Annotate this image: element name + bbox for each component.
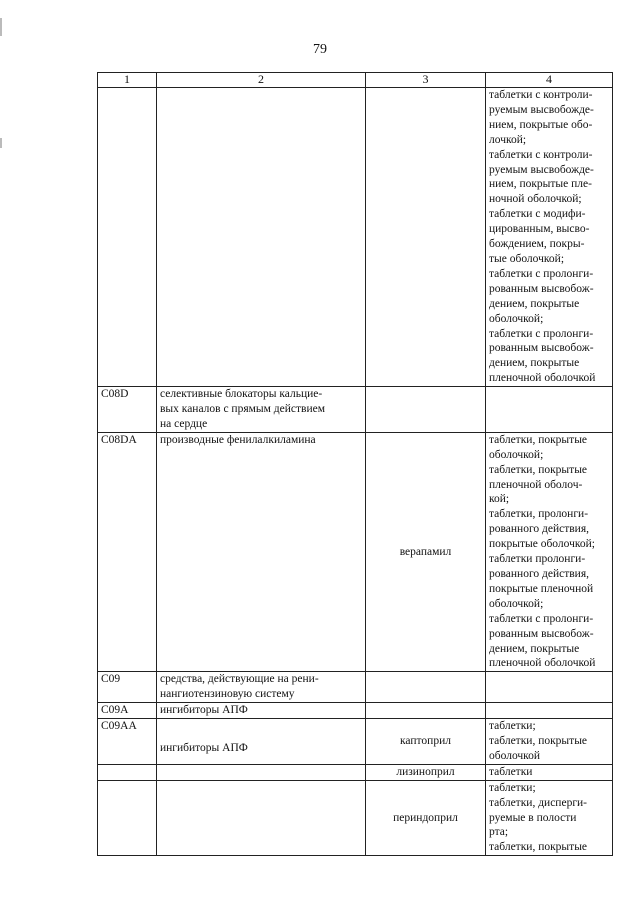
dosage-form-line: рованного действия, (489, 523, 589, 536)
dosage-form-line: рта; (489, 826, 509, 839)
column-header: 1 (98, 73, 157, 88)
atc-code-cell: C08D (98, 387, 157, 433)
dosage-form-line: дением, покрытые (489, 642, 580, 655)
dosage-form-line: таблетки с пролонги- (489, 267, 594, 280)
table-row (98, 432, 613, 672)
column-header: 3 (366, 73, 486, 88)
group-name-cell (157, 719, 366, 765)
atc-code-cell (98, 88, 157, 387)
dosage-form-line: таблетки с контроли- (489, 148, 593, 161)
atc-code-cell: C09AA (98, 719, 157, 765)
table-row (98, 387, 613, 433)
dosage-form-line: таблетки, покрытые (489, 841, 588, 854)
dosage-form-line: тые оболочкой; (489, 252, 565, 265)
dosage-forms-cell (486, 88, 613, 387)
dosage-form-line: таблетки, пролонги- (489, 508, 589, 521)
page-edge-mark (0, 138, 2, 148)
group-name-line: нангиотензиновую систему (160, 688, 295, 701)
dosage-form-line: дением, покрытые (489, 357, 580, 370)
group-name-cell (157, 764, 366, 780)
dosage-form-line: таблетки, покрытые (489, 734, 588, 747)
dosage-form-line: таблетки, дисперги- (489, 796, 588, 809)
drug-table (97, 72, 613, 856)
dosage-forms-cell (486, 764, 613, 780)
dosage-form-line: покрытые пленочной (489, 582, 594, 595)
column-header: 2 (157, 73, 366, 88)
group-name-cell (157, 387, 366, 433)
table-row (98, 719, 613, 765)
group-name-cell (157, 672, 366, 703)
column-header: 4 (486, 73, 613, 88)
group-name-line: селективные блокаторы кальцие- (160, 388, 323, 401)
group-name-line (160, 727, 362, 742)
dosage-form-line: таблетки с контроли- (489, 89, 593, 101)
dosage-form-line: цированным, высво- (489, 223, 590, 236)
dosage-forms-cell (486, 719, 613, 765)
dosage-form-line: кой; (489, 493, 510, 506)
dosage-forms-cell (486, 703, 613, 719)
dosage-forms-cell (486, 672, 613, 703)
dosage-form-line: таблетки; (489, 720, 536, 733)
atc-code-cell: C09A (98, 703, 157, 719)
atc-code-cell (98, 764, 157, 780)
dosage-form-line: руемым высвобожде- (489, 163, 594, 176)
dosage-form-line: руемым высвобожде- (489, 103, 594, 116)
page-edge-mark (0, 18, 2, 36)
group-name-cell (157, 703, 366, 719)
group-name-line: на сердце (160, 417, 208, 430)
table-row (98, 703, 613, 719)
atc-code-cell: C09 (98, 672, 157, 703)
dosage-form-line: таблетки с модифи- (489, 208, 586, 221)
group-name-cell (157, 88, 366, 387)
group-name-line: производные фенилалкиламина (160, 433, 316, 446)
dosage-form-line: пленочной оболочкой (489, 657, 596, 670)
dosage-form-line: оболочкой; (489, 312, 544, 325)
dosage-forms-cell (486, 432, 613, 672)
group-name-line: ингибиторы АПФ (160, 704, 248, 717)
dosage-form-line: дением, покрытые (489, 297, 580, 310)
table-header-row (98, 73, 613, 88)
dosage-form-line: таблетки с пролонги- (489, 327, 594, 340)
group-name-line: средства, действующие на рени- (160, 673, 319, 686)
dosage-form-line: пленочной оболоч- (489, 478, 583, 491)
dosage-form-line: таблетки, покрытые (489, 433, 588, 446)
dosage-form-line: ночной оболочкой; (489, 193, 582, 206)
dosage-form-line: рованным высвобож- (489, 282, 594, 295)
atc-code-cell: C08DA (98, 432, 157, 672)
dosage-forms-cell (486, 387, 613, 433)
dosage-form-line: оболочкой (489, 749, 541, 762)
dosage-form-line: нием, покрытые пле- (489, 178, 592, 191)
dosage-form-line: таблетки пролонги- (489, 553, 586, 566)
drug-name-cell (366, 88, 486, 387)
dosage-form-line: пленочной оболочкой (489, 372, 596, 385)
dosage-form-line: нием, покрытые обо- (489, 118, 593, 131)
drug-name-cell: лизиноприл (366, 764, 486, 780)
table-row (98, 672, 613, 703)
dosage-form-line: лочкой; (489, 133, 527, 146)
dosage-form-line: таблетки (489, 765, 533, 778)
table-row (98, 764, 613, 780)
table-row (98, 780, 613, 856)
drug-name-cell: периндоприл (366, 780, 486, 856)
dosage-form-line: бождением, покры- (489, 238, 585, 251)
dosage-form-line: таблетки с пролонги- (489, 612, 594, 625)
drug-name-cell (366, 703, 486, 719)
dosage-form-line: рованного действия, (489, 568, 589, 580)
dosage-form-line: таблетки; (489, 781, 536, 794)
dosage-form-line: рованным высвобож- (489, 342, 594, 355)
group-name-line: ингибиторы АПФ (160, 742, 248, 755)
page-number: 79 (313, 42, 327, 57)
group-name-cell (157, 780, 366, 856)
table-row (98, 88, 613, 387)
dosage-form-line: таблетки, покрытые (489, 463, 588, 476)
drug-name-cell: каптоприл (366, 719, 486, 765)
atc-code-cell (98, 780, 157, 856)
group-name-cell (157, 432, 366, 672)
dosage-form-line: оболочкой; (489, 448, 544, 461)
dosage-form-line: покрытые оболочкой; (489, 538, 595, 551)
group-name-line: вых каналов с прямым действием (160, 403, 325, 416)
drug-name-cell (366, 387, 486, 433)
dosage-form-line: рованным высвобож- (489, 627, 594, 640)
dosage-forms-cell (486, 780, 613, 856)
dosage-form-line: оболочкой; (489, 597, 544, 610)
drug-name-cell (366, 672, 486, 703)
dosage-form-line: руемые в полости (489, 811, 577, 824)
drug-name-cell: верапамил (366, 432, 486, 672)
